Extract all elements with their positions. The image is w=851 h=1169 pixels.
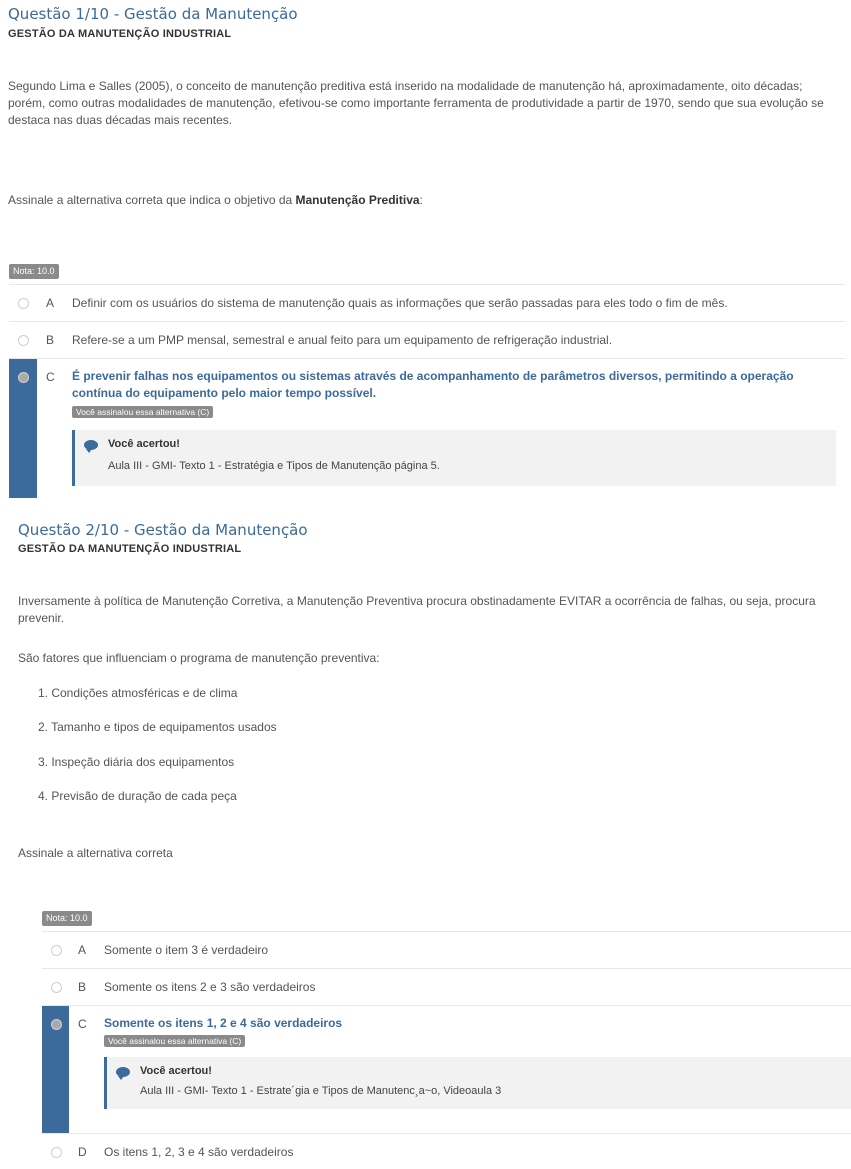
question-prompt: [8, 192, 843, 209]
radio-icon[interactable]: [51, 982, 62, 993]
option-c-selected[interactable]: [9, 358, 845, 498]
question-prompt: Assinale a alternativa correta: [18, 846, 173, 860]
score-badge: Nota: 10.0: [42, 911, 92, 926]
score-badge: Nota: 10.0: [9, 264, 59, 279]
option-b[interactable]: [42, 968, 851, 1006]
feedback-title: Você acertou!: [108, 438, 180, 450]
prompt-end: :: [419, 193, 423, 207]
question-intro: São fatores que influenciam o programa de manutenção preventiva:: [18, 651, 380, 665]
feedback-title: Você acertou!: [140, 1065, 212, 1077]
list-item: 2. Tamanho e tipos de equipamentos usados: [38, 720, 277, 734]
question-paragraph: Segundo Lima e Salles (2005), o conceito de manutenção preditiva está inserido na modalidade de manutenção há, aproximadamente, oito décadas; porém, como outras modalidades de manutenção, efetivou-se como importante ferramenta de produtividade a partir de 1970, sendo que sua evolução se destaca nas duas décadas mais recentes.: [8, 79, 824, 127]
feedback-box: [104, 1057, 851, 1109]
list-item: 3. Inspeção diária dos equipamentos: [38, 755, 235, 769]
option-text: Refere-se a um PMP mensal, semestral e anual feito para um equipamento de refrigeração industrial.: [72, 333, 613, 347]
speech-bubble-icon: [116, 1067, 130, 1077]
question-paragraph: Inversamente à política de Manutenção Corretiva, a Manutenção Preventiva procura obstinadamente EVITAR a ocorrência de falhas, ou seja, procura prevenir.: [18, 594, 816, 625]
option-text: Definir com os usuários do sistema de manutenção quais as informações que serão passadas para eles todo o fim de mês.: [72, 296, 728, 310]
option-letter: A: [78, 943, 87, 957]
prompt-bold: Manutenção Preditiva: [295, 193, 420, 207]
list-item: 1. Condições atmosféricas e de clima: [38, 686, 238, 700]
question-title: Questão 2/10 - Gestão da Manutenção: [18, 521, 308, 539]
question-title: Questão 1/10 - Gestão da Manutenção: [8, 5, 298, 23]
feedback-text: Aula III - GMI- Texto 1 - Estrate´gia e Tipos de Manutenc¸a~o, Videoaula 3: [140, 1085, 502, 1097]
selected-answer-badge: Você assinalou essa alternativa (C): [72, 406, 213, 418]
feedback-box: [72, 430, 836, 486]
radio-icon[interactable]: [51, 945, 62, 956]
radio-icon[interactable]: [18, 298, 29, 309]
option-letter: A: [46, 296, 55, 310]
option-letter: C: [46, 370, 55, 384]
option-text: Somente o item 3 é verdadeiro: [104, 943, 269, 957]
option-a[interactable]: [42, 931, 851, 969]
option-text: Somente os itens 1, 2 e 4 são verdadeiros: [104, 1016, 343, 1030]
option-letter: B: [46, 333, 55, 347]
radio-icon[interactable]: [51, 1019, 62, 1030]
speech-bubble-icon: [84, 440, 98, 450]
feedback-text: Aula III - GMI- Texto 1 - Estratégia e Tipos de Manutenção página 5.: [108, 460, 440, 472]
question-subtitle: GESTÃO DA MANUTENÇÃO INDUSTRIAL: [18, 543, 242, 555]
option-text: É prevenir falhas nos equipamentos ou sistemas através de acompanhamento de parâmetros diversos, permitindo a operação contínua do equipamento pelo maior tempo possível.: [72, 369, 794, 400]
option-c-selected[interactable]: [42, 1005, 851, 1134]
question-subtitle: GESTÃO DA MANUTENÇÃO INDUSTRIAL: [8, 28, 232, 40]
radio-icon[interactable]: [51, 1147, 62, 1158]
option-letter: C: [78, 1017, 87, 1031]
option-letter: D: [78, 1145, 87, 1159]
list-item: 4. Previsão de duração de cada peça: [38, 789, 237, 803]
prompt-text: Assinale a alternativa correta que indica o objetivo da: [8, 193, 296, 207]
option-text: Os itens 1, 2, 3 e 4 são verdadeiros: [104, 1145, 294, 1159]
radio-icon[interactable]: [18, 372, 29, 383]
option-letter: B: [78, 980, 87, 994]
radio-icon[interactable]: [18, 335, 29, 346]
selected-answer-badge: Você assinalou essa alternativa (C): [104, 1035, 245, 1047]
option-d[interactable]: [42, 1133, 851, 1169]
option-text: Somente os itens 2 e 3 são verdadeiros: [104, 980, 316, 994]
option-b[interactable]: [9, 321, 845, 359]
option-a[interactable]: [9, 284, 845, 322]
